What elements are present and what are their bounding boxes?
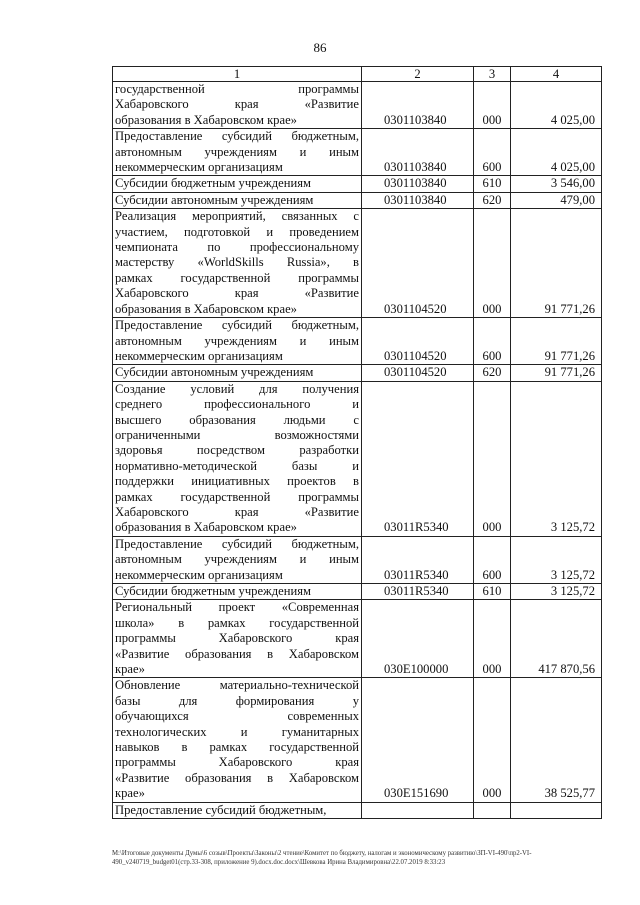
row-description	[113, 209, 362, 318]
row-description	[113, 802, 362, 818]
row-description	[113, 584, 362, 600]
table-row	[113, 209, 602, 318]
description-line: Хабаровского края «Развитие	[115, 286, 359, 301]
table-row	[113, 678, 602, 802]
description-line: некоммерческим организациям	[115, 160, 283, 175]
description-line: высшего образования людьми с	[115, 412, 359, 427]
row-description	[113, 678, 362, 802]
row-expense-type	[474, 802, 511, 818]
description-line: Субсидии бюджетным учреждениям	[115, 584, 311, 598]
table-row	[113, 365, 602, 381]
description-line: «Развитие образования в Хабаровском	[115, 646, 359, 661]
row-description	[113, 365, 362, 381]
row-amount: 3 125,72	[511, 584, 602, 600]
header-col-1: 1	[113, 67, 362, 82]
row-description	[113, 381, 362, 536]
budget-table	[112, 66, 602, 819]
description-line: среднего профессионального и	[115, 397, 359, 412]
table-header-row	[113, 67, 602, 82]
row-description	[113, 82, 362, 129]
row-expense-type: 610	[474, 584, 511, 600]
row-code: 0301104520	[362, 209, 474, 318]
description-line: Предоставление субсидий бюджетным,	[115, 802, 327, 817]
row-code: 0301103840	[362, 129, 474, 176]
row-expense-type: 000	[474, 678, 511, 802]
row-code: 03011R5340	[362, 381, 474, 536]
description-line: ограниченными возможностями	[115, 427, 359, 442]
row-description	[113, 176, 362, 192]
table-row	[113, 584, 602, 600]
description-line: чемпионата по профессиональному	[115, 240, 359, 255]
description-line: образования в Хабаровском крае»	[115, 112, 297, 127]
description-line: Предоставление субсидий бюджетным,	[115, 318, 359, 333]
table-row	[113, 318, 602, 365]
description-line: автономным учреждениям и иным	[115, 552, 359, 567]
description-line: Обновление материально-технической	[115, 678, 359, 693]
description-line: крае»	[115, 786, 145, 801]
file-path-footer: M:\Итоговые документы Думы\6 созыв\Проекты\Законы\2 чтение\Комитет по бюджету, налогам и экономическому развитию\ЗП-VI-490\пр2-VI-490_v240719_budget01(стр.33-308, приложение 9).docx.doc.docx\Шевкова Ирина Владимировна\22.07.2019 8:33:23	[112, 850, 532, 866]
row-description	[113, 318, 362, 365]
row-code: 0301103840	[362, 176, 474, 192]
table-row	[113, 600, 602, 678]
description-line: здоровья посредством разработки	[115, 443, 359, 458]
page-number: 86	[313, 40, 327, 55]
description-line: Субсидии бюджетным учреждениям	[115, 176, 311, 191]
row-code: 0301103840	[362, 192, 474, 208]
row-description	[113, 129, 362, 176]
description-line: государственной программы	[115, 82, 359, 96]
description-line: Реализация мероприятий, связанных с	[115, 209, 359, 224]
row-expense-type: 600	[474, 129, 511, 176]
description-line: рамках государственной программы	[115, 489, 359, 504]
description-line: крае»	[115, 662, 145, 677]
row-code: 030E100000	[362, 600, 474, 678]
description-line: школа» в рамках государственной	[115, 615, 359, 630]
header-col-4: 4	[511, 67, 602, 82]
description-line: обучающихся современных	[115, 709, 359, 724]
row-expense-type: 620	[474, 192, 511, 208]
description-line: Хабаровского края «Развитие	[115, 97, 359, 112]
row-amount	[511, 802, 602, 818]
table-row	[113, 82, 602, 129]
row-expense-type: 000	[474, 381, 511, 536]
table-row	[113, 802, 602, 818]
description-line: участием, подготовкой и проведением	[115, 224, 359, 239]
row-code: 0301103840	[362, 82, 474, 129]
table-row	[113, 176, 602, 192]
row-expense-type: 000	[474, 82, 511, 129]
description-line: Предоставление субсидий бюджетным,	[115, 536, 359, 551]
row-amount: 3 546,00	[511, 176, 602, 192]
row-code: 03011R5340	[362, 584, 474, 600]
row-expense-type: 600	[474, 536, 511, 583]
row-expense-type: 600	[474, 318, 511, 365]
table-row	[113, 129, 602, 176]
row-code: 03011R5340	[362, 536, 474, 583]
description-line: образования в Хабаровском крае»	[115, 520, 297, 535]
row-amount: 91 771,26	[511, 318, 602, 365]
row-amount: 3 125,72	[511, 536, 602, 583]
row-description	[113, 536, 362, 583]
row-description	[113, 600, 362, 678]
row-amount: 91 771,26	[511, 209, 602, 318]
description-line: автономным учреждениям и иным	[115, 333, 359, 348]
description-line: мастерству «WorldSkills Russia», в	[115, 255, 359, 270]
row-amount: 91 771,26	[511, 365, 602, 381]
table-row	[113, 192, 602, 208]
description-line: Хабаровского края «Развитие	[115, 504, 359, 519]
description-line: «Развитие образования в Хабаровском	[115, 770, 359, 785]
description-line: Субсидии автономным учреждениям	[115, 365, 314, 380]
description-line: Региональный проект «Современная	[115, 600, 359, 615]
description-line: некоммерческим организациям	[115, 348, 283, 363]
row-amount: 4 025,00	[511, 82, 602, 129]
description-line: Субсидии автономным учреждениям	[115, 192, 314, 207]
row-expense-type: 620	[474, 365, 511, 381]
description-line: технологических и гуманитарных	[115, 724, 359, 739]
table-row	[113, 536, 602, 583]
description-line: программы Хабаровского края	[115, 631, 359, 646]
row-description	[113, 192, 362, 208]
row-code	[362, 802, 474, 818]
row-expense-type: 610	[474, 176, 511, 192]
description-line: Предоставление субсидий бюджетным,	[115, 129, 359, 144]
row-amount: 38 525,77	[511, 678, 602, 802]
description-line: автономным учреждениям и иным	[115, 144, 359, 159]
header-col-3: 3	[474, 67, 511, 82]
description-line: нормативно-методической базы и	[115, 458, 359, 473]
row-amount: 3 125,72	[511, 381, 602, 536]
row-amount: 4 025,00	[511, 129, 602, 176]
row-amount: 479,00	[511, 192, 602, 208]
row-expense-type: 000	[474, 209, 511, 318]
description-line: образования в Хабаровском крае»	[115, 301, 297, 316]
row-code: 0301104520	[362, 318, 474, 365]
header-col-2: 2	[362, 67, 474, 82]
row-code: 0301104520	[362, 365, 474, 381]
description-line: Создание условий для получения	[115, 381, 359, 396]
description-line: поддержки инициативных проектов в	[115, 474, 359, 489]
row-code: 030E151690	[362, 678, 474, 802]
description-line: рамках государственной программы	[115, 270, 359, 285]
description-line: базы для формирования у	[115, 693, 359, 708]
row-expense-type: 000	[474, 600, 511, 678]
description-line: навыков в рамках государственной	[115, 740, 359, 755]
row-amount: 417 870,56	[511, 600, 602, 678]
description-line: программы Хабаровского края	[115, 755, 359, 770]
description-line: некоммерческим организациям	[115, 567, 283, 582]
table-row	[113, 381, 602, 536]
